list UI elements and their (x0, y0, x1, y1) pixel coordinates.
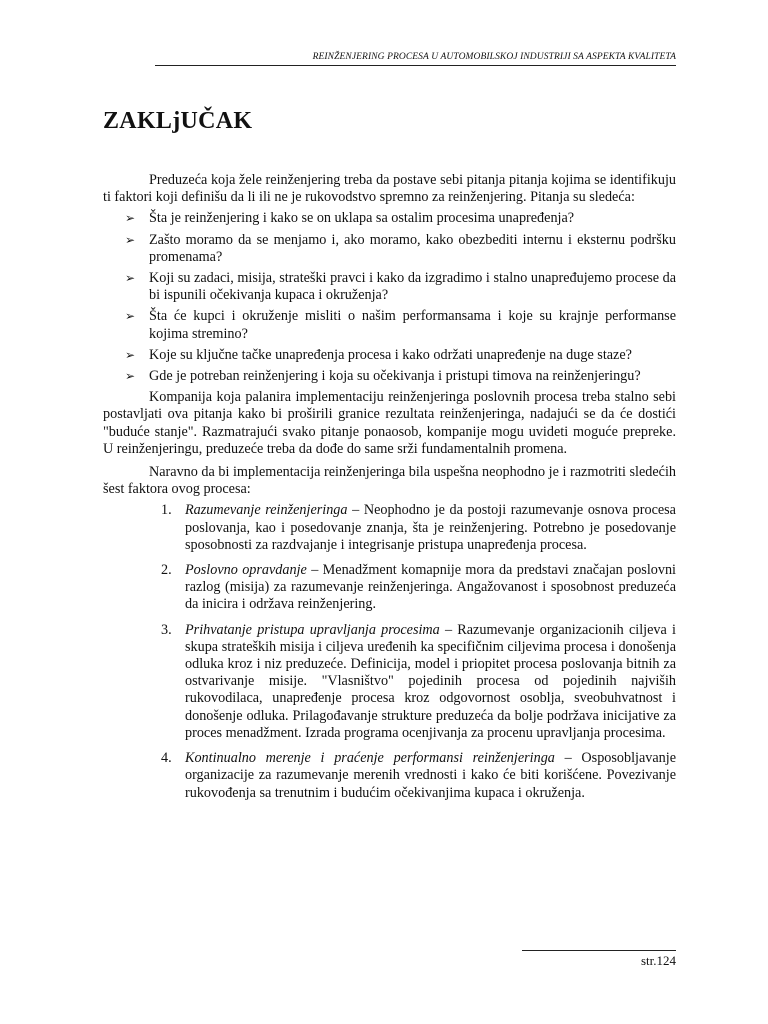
question-item (103, 232, 676, 266)
paragraph-factors-intro: Naravno da bi implementacija reinženjeringa bila uspešna neophodno je i razmotriti sledećih šest faktora ovog procesa: (103, 464, 676, 498)
question-text: Koje su ključne tačke unapređenja procesa i kako održati unapređenje na duge staze? (149, 346, 632, 363)
factor-text: – Menadžment komapnije mora da predstavi značajan poslovni razlog (misija) za razumevanje reinženjeringa. Angažovanost i sposobnost preduzeća da inicira i održava reinženjering. (185, 562, 676, 613)
question-item (103, 347, 676, 364)
question-text: Koji su zadaci, misija, strateški pravci i kako da izgradimo i stalno unapređujemo procese da bi ispunili očekivanja kupaca i okruženja? (149, 270, 676, 304)
questions-list (103, 210, 676, 385)
factor-term: Razumevanje reinženjeringa (185, 502, 348, 519)
body-content (103, 172, 676, 802)
factor-text: – Osposobljavanje organizacije za razumevanje merenih vrednosti i kako će biti korišćene. Povezivanje rukovođenja sa trenutnim i budućim očekivanjima kupaca i okruženja. (185, 750, 676, 801)
arrowhead-bullet-icon: ➢ (125, 309, 136, 324)
factor-item (103, 622, 676, 742)
factor-number: 1. (161, 502, 172, 519)
page-number: str.124 (640, 953, 676, 968)
question-text: Šta je reinženjering i kako se on uklapa sa ostalim procesima unapređenja? (149, 210, 575, 227)
factor-text: – Neophodno je da postoji razumevanje osnova procesa poslovanja, kao i posedovanje znanja, šta je reinženjering. Potrebno je posedovanje sposobnosti za razdvajanje i integrisanje pristupa unapređenja procesa. (185, 502, 676, 553)
factor-text: – Razumevanje organizacionih ciljeva i skupa strateških misija i ciljeva uređenih ka specifičnim ciljevima procesa i donošenja odluka kroz i niz preduzeće. Definicija, model i priopitet procesa poslovanja bitnih za ostvarivanje misije. "Vlasništvo" pojedinih procesa od pojedinih najviših rukovodilaca, unapređenje procesa kroz odgovornost osoblja, sveobuhvatnost i donošenje odluka. Prilagođavanje strukture preduzeća da bolje podržava inicijative za proces menadžment. Izrada programa ocenjivanja za procenu upravljanja procesima. (185, 621, 676, 741)
question-item (103, 210, 676, 227)
arrowhead-bullet-icon: ➢ (125, 271, 136, 286)
question-item (103, 270, 676, 304)
question-item (103, 308, 676, 342)
factor-item (103, 502, 676, 554)
intro-paragraph: Preduzeća koja žele reinženjering treba da postave sebi pitanja pitanja kojima se identifikuju ti faktori koji definišu da li ili ne je rukovodstvo spremno za reinženjering. Pitanja su sledeća: (103, 172, 676, 206)
arrowhead-bullet-icon: ➢ (125, 211, 136, 226)
question-text: Gde je potreban reinženjering i koja su očekivanja i pristupi timova na reinženjeringu? (149, 368, 641, 385)
arrowhead-bullet-icon: ➢ (125, 347, 136, 362)
factor-term: Kontinualno merenje i praćenje performansi reinženjeringa (185, 750, 555, 767)
question-item (103, 368, 676, 385)
arrowhead-bullet-icon: ➢ (125, 369, 136, 384)
factor-item (103, 750, 676, 802)
factor-number: 4. (161, 750, 172, 767)
factor-term: Poslovno opravdanje (185, 562, 307, 579)
arrowhead-bullet-icon: ➢ (125, 232, 136, 247)
paragraph-companies: Kompanija koja palanira implementaciju reinženjeringa poslovnih procesa treba stalno sebi postavljati ova pitanja kako bi proširili granice rezultata reinženjeringa, nadajući se da će dostići "buduće stanje". Razmatrajući svako pitanje ponaosob, kompanije mogu uvideti moguće prepreke. U reinženjeringu, preduzeće treba da dođe do same srži fundamentalnih promena. (103, 389, 676, 457)
footer-divider (522, 950, 676, 951)
question-text: Zašto moramo da se menjamo i, ako moramo, kako obezbediti internu i eksternu podršku promenama? (149, 231, 676, 265)
factors-list (103, 502, 676, 801)
factor-number: 2. (161, 562, 172, 579)
factor-item (103, 562, 676, 614)
running-header: REINŽENJERING PROCESA U AUTOMOBILSKOJ INDUSTRIJI SA ASPEKTA KVALITETA (155, 52, 676, 66)
question-text: Šta će kupci i okruženje misliti o našim performansama i koje su krajnje performanse kojima stremino? (149, 308, 676, 342)
section-title: ZAKLjUČAK (103, 108, 253, 134)
factor-number: 3. (161, 621, 172, 638)
factor-term: Prihvatanje pristupa upravljanja procesima (185, 621, 440, 638)
